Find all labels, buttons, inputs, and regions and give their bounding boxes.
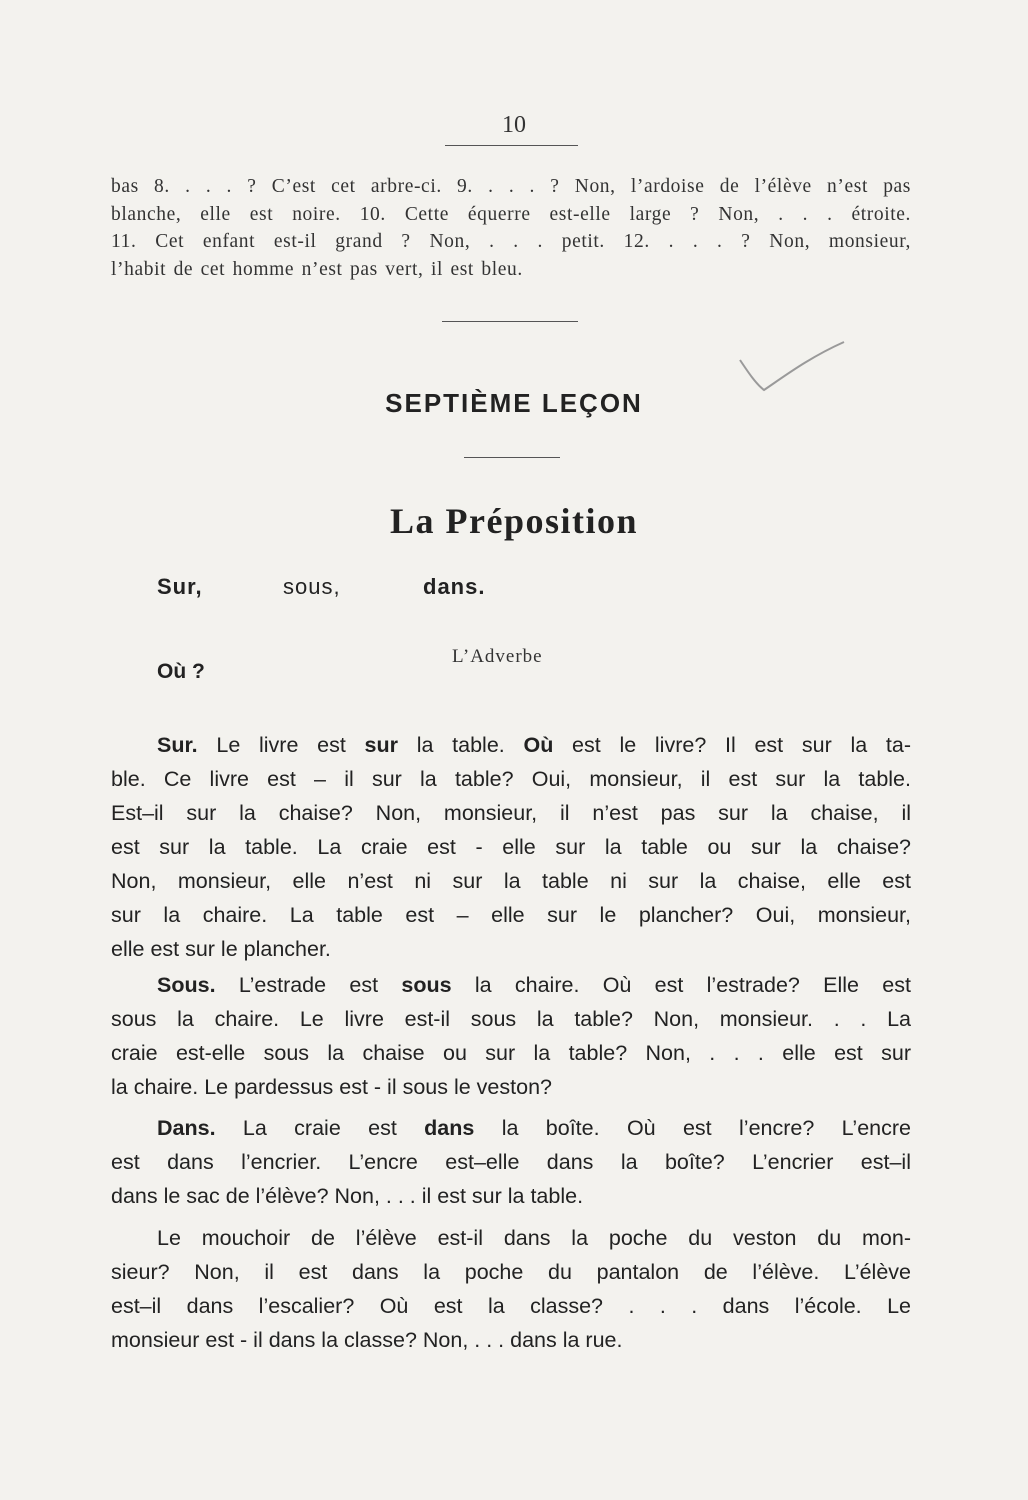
header-rule bbox=[445, 145, 578, 146]
paragraph-dans bbox=[111, 1111, 911, 1213]
adverb-heading: L’Adverbe bbox=[452, 646, 543, 667]
paragraph-line: elle est sur le plancher. bbox=[111, 937, 331, 961]
paragraph-line: ble. Ce livre est – il sur la table? Oui, monsieur, il est sur la table. bbox=[111, 767, 911, 791]
title-divider bbox=[464, 457, 560, 458]
keyword: sous bbox=[401, 973, 452, 997]
paragraph-line: Non, monsieur, elle n’est ni sur la table ni sur la chaise, elle est bbox=[111, 869, 911, 893]
text-run: est le livre? Il est sur la ta- bbox=[553, 733, 911, 757]
text-run: L’estrade est bbox=[215, 973, 402, 997]
keyword: dans bbox=[424, 1116, 475, 1140]
text-run: La craie est bbox=[215, 1116, 425, 1140]
paragraph-line: sieur? Non, il est dans la poche du pantalon de l’élève. L’élève bbox=[111, 1260, 911, 1284]
paragraph-line: est sur la table. La craie est - elle sur la table ou sur la chaise? bbox=[111, 835, 911, 859]
paragraph-line: sous la chaire. Le livre est-il sous la table? Non, monsieur. . . La bbox=[111, 1007, 911, 1031]
preposition-sur: Sur, bbox=[157, 574, 203, 599]
keyword: Sur. bbox=[157, 733, 198, 757]
paragraph-line bbox=[111, 728, 911, 762]
keyword: Dans. bbox=[157, 1116, 216, 1140]
keyword: sur bbox=[364, 733, 398, 757]
page-number: 10 bbox=[502, 112, 526, 138]
paragraph-line: craie est-elle sous la chaise ou sur la table? Non, . . . elle est sur bbox=[111, 1041, 911, 1065]
exercise-paragraph bbox=[111, 173, 911, 283]
paragraph-line: est–il dans l’escalier? Où est la classe? . . . dans l’école. Le bbox=[111, 1294, 911, 1318]
section-title: La Préposition bbox=[389, 501, 638, 541]
paragraph-line bbox=[111, 968, 911, 1002]
paragraph-line: sur la chaire. La table est – elle sur le plancher? Oui, monsieur, bbox=[111, 903, 911, 927]
paragraph-line bbox=[111, 1111, 911, 1145]
paragraph-line: Est–il sur la chaise? Non, monsieur, il n’est pas sur la chaise, il bbox=[111, 801, 911, 825]
keyword: Où bbox=[523, 733, 554, 757]
exercise-line: l’habit de cet homme n’est pas vert, il est bleu. bbox=[111, 258, 523, 280]
lesson-title: SEPTIÈME LEÇON bbox=[385, 388, 643, 418]
paragraph-mouchoir bbox=[111, 1221, 911, 1357]
text-run: la boîte. Où est l’encre? L’encre bbox=[474, 1116, 911, 1140]
adverb-word: Où ? bbox=[157, 660, 205, 683]
preposition-sous: sous, bbox=[283, 574, 341, 599]
paragraph-line: dans le sac de l’élève? Non, . . . il est sur la table. bbox=[111, 1184, 584, 1208]
paragraph-sur bbox=[111, 728, 911, 966]
paragraph-line: est dans l’encrier. L’encre est–elle dans la boîte? L’encrier est–il bbox=[111, 1150, 911, 1174]
exercise-line: bas 8. . . . ? C’est cet arbre-ci. 9. . . . ? Non, l’ardoise de l’élève n’est pas bbox=[111, 176, 911, 197]
paragraph-line: monsieur est - il dans la classe? Non, . . . dans la rue. bbox=[111, 1328, 623, 1352]
keyword: Sous. bbox=[157, 973, 216, 997]
paragraph-line: Le mouchoir de l’élève est-il dans la poche du veston du mon- bbox=[157, 1226, 911, 1250]
exercise-line: 11. Cet enfant est-il grand ? Non, . . . petit. 12. . . . ? Non, monsieur, bbox=[111, 231, 911, 252]
exercise-line: blanche, elle est noire. 10. Cette équerre est-elle large ? Non, . . . étroite. bbox=[111, 203, 911, 225]
paragraph-sous bbox=[111, 968, 911, 1104]
preposition-dans: dans. bbox=[423, 574, 486, 599]
text-run: la table. bbox=[398, 733, 524, 757]
text-run: la chaire. Où est l’estrade? Elle est bbox=[451, 973, 911, 997]
paragraph-line: la chaire. Le pardessus est - il sous le veston? bbox=[111, 1075, 552, 1099]
text-run: Le livre est bbox=[197, 733, 365, 757]
section-divider bbox=[442, 321, 578, 322]
